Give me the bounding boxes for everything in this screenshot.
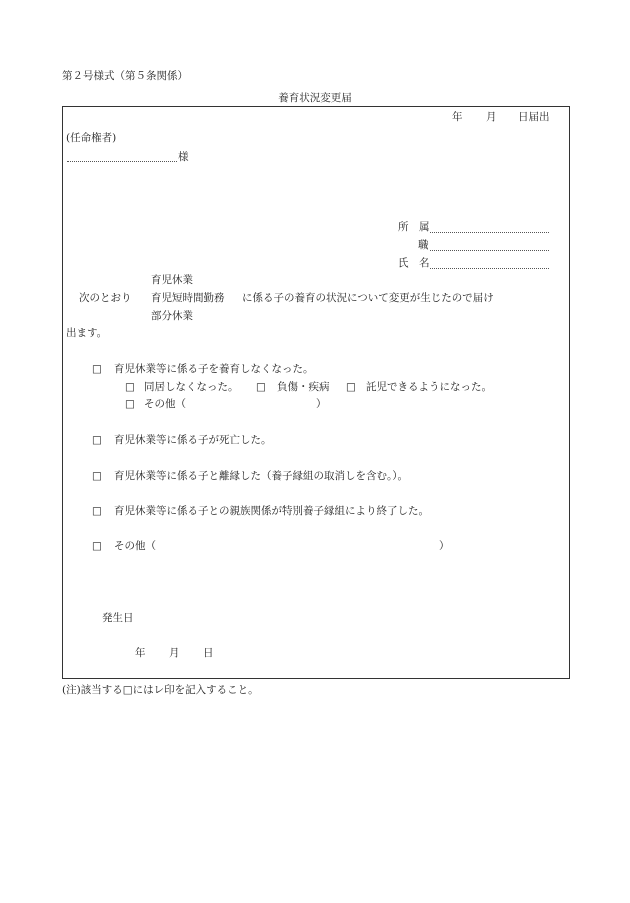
note: (注)該当する□にはレ印を記入すること。 bbox=[62, 684, 259, 696]
statement-prefix: 次のとおり bbox=[79, 292, 132, 304]
date-month: 月 bbox=[486, 111, 497, 123]
occurrence-label: 発生日 bbox=[102, 612, 134, 624]
item-separation: 育児休業等に係る子と離縁した（養子縁組の取消しを含む。）。 bbox=[114, 470, 408, 482]
checkbox-injury[interactable]: □ bbox=[256, 381, 266, 393]
leave-type-childcare: 育児休業 bbox=[151, 274, 193, 286]
item-nursery: 託児できるようになった。 bbox=[366, 381, 492, 393]
item-not-living: 同居しなくなった。 bbox=[144, 381, 239, 393]
addressee-label: (任命権者) bbox=[66, 132, 117, 144]
checkbox-nursery[interactable]: □ bbox=[346, 381, 356, 393]
page-title: 養育状況変更届 bbox=[278, 92, 352, 104]
checkbox-not-living[interactable]: □ bbox=[125, 381, 135, 393]
name-label: 氏 名 bbox=[398, 257, 430, 269]
item-sub-other: その他（ bbox=[144, 398, 186, 410]
position-field[interactable] bbox=[430, 250, 549, 251]
statement-suffix: に係る子の養育の状況について変更が生じたので届け bbox=[242, 292, 494, 304]
leave-type-short-hours: 育児短時間勤務 bbox=[151, 292, 225, 304]
addressee-suffix: 様 bbox=[178, 151, 189, 163]
checkbox-death[interactable]: □ bbox=[92, 434, 102, 446]
position-label: 職 bbox=[418, 239, 429, 251]
date-year: 年 bbox=[452, 111, 463, 123]
item-not-caring: 育児休業等に係る子を養育しなくなった。 bbox=[114, 363, 314, 375]
checkbox-other[interactable]: □ bbox=[92, 540, 102, 552]
item-other: その他（ bbox=[114, 540, 156, 552]
item-special-adoption: 育児休業等に係る子との親族関係が特別養子縁組により終了した。 bbox=[114, 505, 429, 517]
checkbox-not-caring[interactable]: □ bbox=[92, 363, 102, 375]
affiliation-field[interactable] bbox=[430, 232, 549, 233]
checkbox-sub-other[interactable]: □ bbox=[125, 398, 135, 410]
name-field[interactable] bbox=[430, 268, 549, 269]
statement-continued: 出ます。 bbox=[66, 327, 108, 339]
item-death: 育児休業等に係る子が死亡した。 bbox=[114, 434, 272, 446]
item-other-close: ） bbox=[439, 540, 450, 552]
item-injury: 負傷・疾病 bbox=[277, 381, 330, 393]
occurrence-year: 年 bbox=[135, 647, 146, 659]
checkbox-separation[interactable]: □ bbox=[92, 470, 102, 482]
form-number: 第２号様式（第５条関係） bbox=[62, 70, 188, 82]
occurrence-day: 日 bbox=[203, 647, 214, 659]
item-sub-other-close: ） bbox=[316, 398, 327, 410]
checkbox-special-adoption[interactable]: □ bbox=[92, 505, 102, 517]
affiliation-label: 所 属 bbox=[398, 221, 430, 233]
addressee-field[interactable] bbox=[67, 161, 177, 162]
occurrence-month: 月 bbox=[169, 647, 180, 659]
date-day-submitted: 日届出 bbox=[518, 111, 550, 123]
leave-type-partial: 部分休業 bbox=[151, 310, 193, 322]
